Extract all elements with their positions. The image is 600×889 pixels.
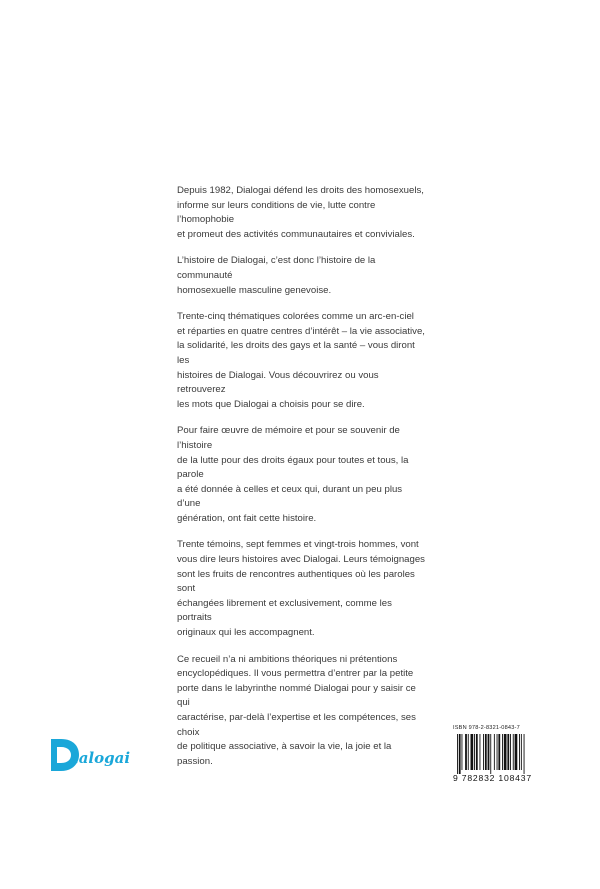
barcode-bar [462, 734, 463, 770]
paragraph-6: Ce recueil n’a ni ambitions théoriques ni prétentions encyclopédiques. Il vous permettra d’entrer par la petite porte dans le labyrinthe nommé Dialogai pour y saisir ce qui caractérise, par-delà l’expertise et les compétences, ses choix de politique associative, à savoir la vie, la joie et la passion. [177, 653, 416, 767]
barcode-bar [468, 734, 469, 770]
barcode-bar [483, 734, 484, 770]
barcode-bar [502, 734, 503, 770]
paragraph-4: Pour faire œuvre de mémoire et pour se souvenir de l’histoire de la lutte pour des droits égaux pour toutes et tous, la parole a été donnée à celles et ceux qui, durant un peu plus d’une génération, ont fait cette histoire. [177, 425, 409, 524]
barcode-bar [459, 734, 461, 774]
barcode-bar [498, 734, 500, 770]
paragraph-1: Depuis 1982, Dialogai défend les droits des homosexuels, informe sur leurs conditions de vie, lutte contre l’homophobie et promeut des activités communautaires et conviviales. [177, 185, 424, 240]
barcode-bar [494, 734, 495, 770]
isbn-barcode-block [453, 725, 553, 783]
barcode-bar [480, 734, 481, 770]
paragraph-5: Trente témoins, sept femmes et vingt-trois hommes, vont vous dire leurs histoires avec Dialogai. Leurs témoignages sont les fruits de rencontres authentiques où les paroles sont échangées librement et exclusivement, comme les portraits originaux qui les accompagnent. [177, 539, 425, 639]
isbn-label: ISBN 978-2-8321-0843-7 [453, 725, 520, 731]
barcode-bar [524, 734, 525, 774]
barcode-bar [485, 734, 487, 770]
barcode-bar [513, 734, 514, 770]
barcode-bar [476, 734, 478, 770]
svg-text:ialogai: ialogai [73, 749, 131, 767]
barcode-bar [519, 734, 520, 770]
barcode-digits: 9 782832 108437 [453, 773, 532, 783]
barcode-bar [471, 734, 474, 770]
barcode-bar [507, 734, 509, 770]
dialogai-logo-mark [47, 733, 143, 775]
back-cover-text [177, 184, 427, 781]
barcode-bar [465, 734, 467, 770]
barcode [453, 734, 553, 774]
barcode-bar [510, 734, 511, 770]
barcode-bar [490, 734, 491, 774]
barcode-bar [497, 734, 498, 770]
paragraph-3: Trente-cinq thématiques colorées comme un arc-en-ciel et réparties en quatre centres d’intérêt – la vie associative, la solidarité, les droits des gays et la santé – vous diront les histoires de Dialogai. Vous découvrirez ou vous retrouverez les mots que Dialogai a choisis pour se dire. [177, 311, 425, 410]
barcode-bar [488, 734, 490, 770]
barcode-bar [515, 734, 518, 770]
barcode-bar [504, 734, 507, 770]
paragraph-2: L’histoire de Dialogai, c’est donc l’histoire de la communauté homosexuelle masculine genevoise. [177, 255, 376, 296]
dialogai-logo [47, 733, 143, 775]
barcode-bar [474, 734, 475, 770]
barcode-bar [521, 734, 522, 770]
barcode-bar [457, 734, 458, 774]
